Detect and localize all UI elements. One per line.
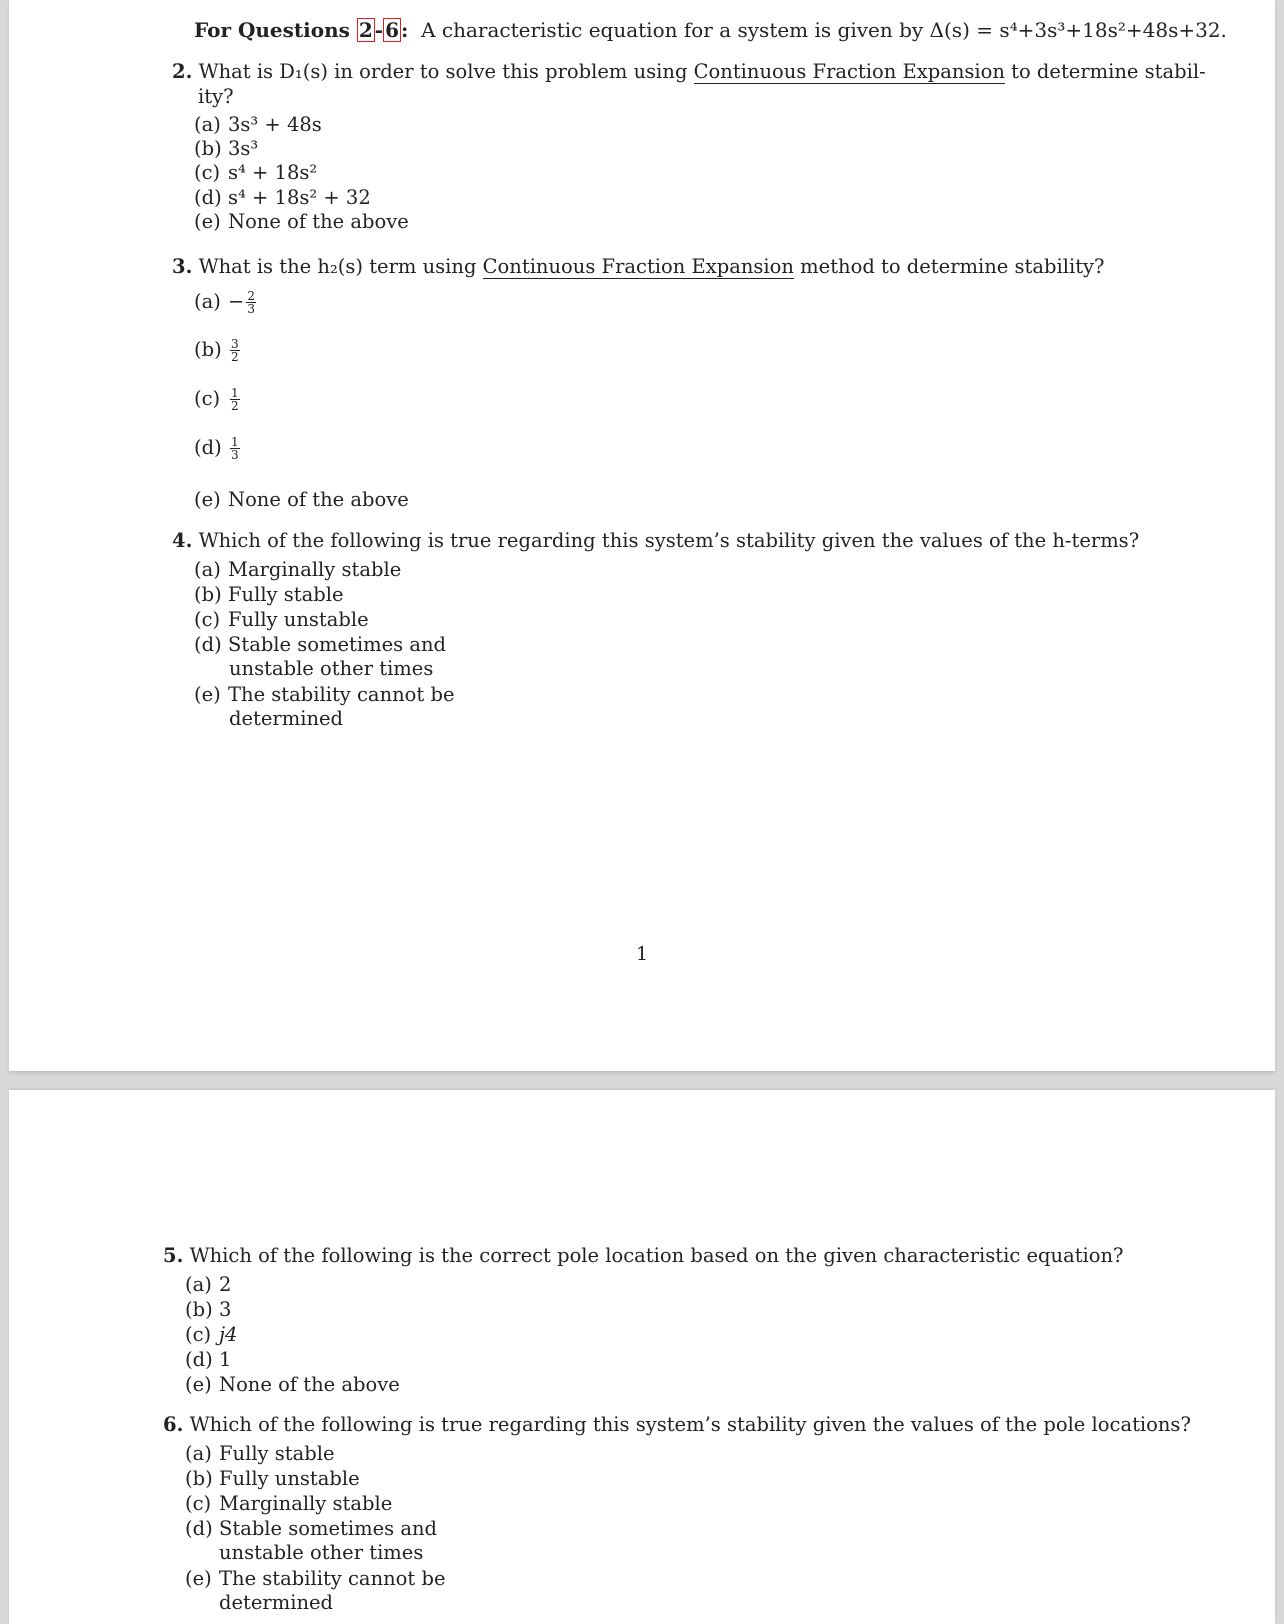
question-text: Which of the following is the correct pole location based on the given characteristic equation? — [189, 1244, 1124, 1267]
question-2-wrap: ity? — [198, 85, 234, 108]
q4-option-e-wrap: determined — [229, 707, 344, 730]
q5-option-c[interactable]: (c) j4 — [185, 1323, 238, 1346]
q6-option-e[interactable]: (e) The stability cannot be — [185, 1567, 446, 1590]
q3-option-b[interactable]: (b) $\frac{3}{2}$ — [194, 337, 239, 364]
question-text: What is D₁(s) in order to solve this problem using — [198, 60, 694, 83]
q6-option-c[interactable]: (c) Marginally stable — [185, 1492, 393, 1515]
q4-option-d[interactable]: (d) Stable sometimes and — [194, 633, 447, 656]
continuous-fraction-link[interactable]: Continuous Fraction Expansion — [693, 60, 1005, 83]
question-number: 5. — [163, 1244, 184, 1267]
q2-option-a[interactable]: (a) 3s³ + 48s — [194, 113, 322, 136]
q6-option-d[interactable]: (d) Stable sometimes and — [185, 1517, 438, 1540]
question-5 — [163, 1243, 1124, 1268]
question-number: 3. — [172, 255, 193, 278]
header-ref-separator: - — [374, 18, 384, 42]
q4-option-b[interactable]: (b) Fully stable — [194, 583, 344, 606]
question-3 — [172, 254, 1105, 279]
q2-option-d[interactable]: (d) s⁴ + 18s² + 32 — [194, 186, 371, 209]
question-number: 4. — [172, 529, 193, 552]
q6-option-b[interactable]: (b) Fully unstable — [185, 1467, 360, 1490]
q2-option-e[interactable]: (e) None of the above — [194, 210, 409, 233]
q5-option-b[interactable]: (b) 3 — [185, 1298, 232, 1321]
question-text-cont: to determine stabil- — [1004, 60, 1206, 83]
question-text: What is the h₂(s) term using — [198, 255, 483, 278]
q3-option-d[interactable]: (d) $\frac{1}{3}$ — [194, 435, 239, 462]
q2-option-c[interactable]: (c) s⁴ + 18s² — [194, 161, 318, 184]
q4-option-a[interactable]: (a) Marginally stable — [194, 558, 402, 581]
question-text: Which of the following is true regarding this system’s stability given the values of the h-terms? — [198, 529, 1140, 552]
question-number: 2. — [172, 60, 193, 83]
q5-option-d[interactable]: (d) 1 — [185, 1348, 232, 1371]
q6-option-a[interactable]: (a) Fully stable — [185, 1442, 335, 1465]
fraction: $\frac{3}{2}$ — [231, 337, 239, 364]
q4-option-c[interactable]: (c) Fully unstable — [194, 608, 369, 631]
question-ref-2-link[interactable]: 2 — [358, 18, 373, 42]
questions-header — [194, 18, 1227, 42]
continuous-fraction-link[interactable]: Continuous Fraction Expansion — [482, 255, 794, 278]
question-4 — [172, 528, 1139, 553]
q2-option-b[interactable]: (b) 3s³ — [194, 137, 259, 160]
fraction: $\frac{1}{3}$ — [231, 435, 239, 462]
question-text-cont: method to determine stability? — [793, 255, 1105, 278]
q6-option-d-wrap: unstable other times — [219, 1541, 424, 1564]
q5-option-e[interactable]: (e) None of the above — [185, 1373, 400, 1396]
q4-option-d-wrap: unstable other times — [229, 657, 434, 680]
header-colon: : — [401, 18, 409, 42]
minus-sign: − — [228, 290, 245, 313]
page-1 — [9, 0, 1275, 1071]
question-6 — [163, 1412, 1191, 1437]
question-text: Which of the following is true regarding this system’s stability given the values of the pole locations? — [189, 1413, 1191, 1436]
question-ref-6-link[interactable]: 6 — [385, 18, 399, 42]
header-equation-text: A characteristic equation for a system is given by Δ(s) = s⁴+3s³+18s²+48s+32. — [421, 18, 1227, 42]
q3-option-e[interactable]: (e) None of the above — [194, 488, 409, 511]
question-number: 6. — [163, 1413, 184, 1436]
page-2 — [9, 1090, 1275, 1624]
question-2 — [172, 59, 1206, 84]
q5-option-a[interactable]: (a) 2 — [185, 1273, 232, 1296]
q3-option-a[interactable]: (a) − $\frac{2}{3}$ — [194, 289, 255, 316]
q3-option-c[interactable]: (c) $\frac{1}{2}$ — [194, 386, 239, 413]
header-prefix: For Questions — [194, 18, 357, 42]
fraction: $\frac{1}{2}$ — [231, 386, 239, 413]
q6-option-e-wrap: determined — [219, 1591, 334, 1614]
q4-option-e[interactable]: (e) The stability cannot be — [194, 683, 455, 706]
page-number: 1 — [635, 943, 649, 965]
fraction: $\frac{2}{3}$ — [247, 289, 255, 316]
